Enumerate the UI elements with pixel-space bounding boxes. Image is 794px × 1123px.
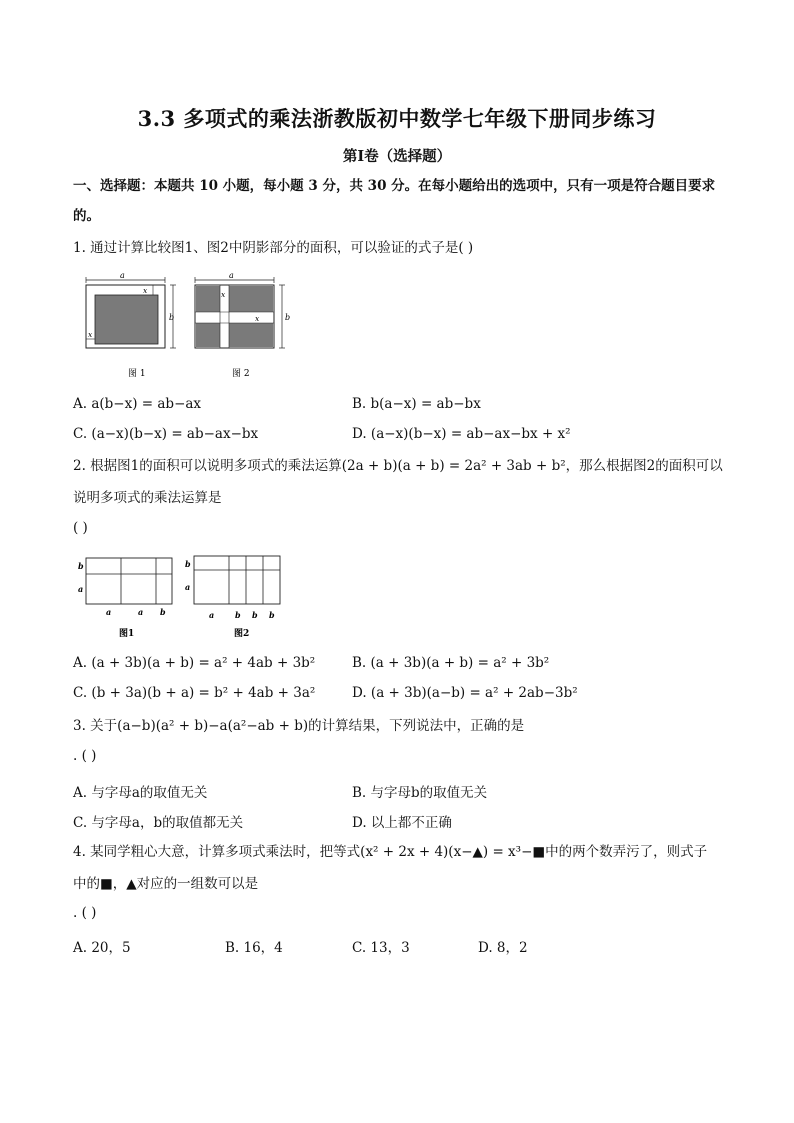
q2-stem-line-2: 说明多项式的乘法运算是 [73, 490, 222, 506]
q1-fig1-label-b: b [169, 313, 175, 322]
q2-option-c: C. (b + 3a)(b + a) = b² + 4ab + 3a² [73, 685, 316, 701]
q3-answer-paren: . ( ) [73, 748, 97, 764]
q1-option-d: D. (a−x)(b−x) = ab−ax−bx + x² [352, 426, 571, 442]
q1-fig1-label-a: a [120, 271, 125, 280]
q2-fig2-label-b-2: b [252, 610, 258, 620]
q2-fig2-label-b-3: b [269, 610, 275, 620]
q3-option-a: A. 与字母a的取值无关 [73, 785, 208, 801]
q1-fig2-caption: 图 2 [232, 369, 250, 379]
q4-answer-paren: . ( ) [73, 905, 97, 921]
q1-figure-1 [86, 271, 176, 379]
q2-fig1-caption: 图1 [119, 629, 135, 639]
q4-stem-line-1: 4. 某同学粗心大意，计算多项式乘法时，把等式(x² + 2x + 4)(x−▲) = x³−■中的两个数弄污了，则式子 [73, 844, 708, 860]
q1-figure-2 [195, 271, 290, 379]
q2-fig2-label-b-1: b [235, 610, 241, 620]
q2-stem-line-1: 2. 根据图1的面积可以说明多项式的乘法运算(2a + b)(a + b) = 2a² + 3ab + b²，那么根据图2的面积可以 [73, 458, 723, 474]
q1-stem: 1. 通过计算比较图1、图2中阴影部分的面积，可以验证的式子是( ) [73, 240, 474, 256]
q1-option-a: A. a(b−x) = ab−ax [73, 396, 202, 412]
q2-fig1-label-a-1: a [106, 607, 112, 617]
q2-figure-1 [78, 558, 172, 639]
q1-fig1-label-x-left: x [88, 330, 93, 339]
q1-fig2-label-b: b [285, 313, 291, 322]
q2-fig1-label-a-2: a [138, 607, 144, 617]
q2-fig1-label-b: b [78, 561, 84, 571]
q3-option-b: B. 与字母b的取值无关 [352, 785, 488, 801]
q2-option-d: D. (a + 3b)(a−b) = a² + 2ab−3b² [352, 685, 578, 701]
instructions-line-1: 一、选择题：本题共 10 小题，每小题 3 分，共 30 分。在每小题给出的选项中，只有一项是符合题目要求 [73, 178, 716, 194]
q2-fig2-caption: 图2 [234, 629, 250, 639]
q2-figure-2 [185, 556, 280, 639]
q3-option-c: C. 与字母a，b的取值都无关 [73, 815, 244, 831]
page-title: 3.3 多项式的乘法浙教版初中数学七年级下册同步练习 [137, 106, 657, 131]
q2-option-a: A. (a + 3b)(a + b) = a² + 4ab + 3b² [73, 655, 316, 671]
q3-stem: 3. 关于(a−b)(a² + b)−a(a²−ab + b)的计算结果，下列说法中，正确的是 [73, 718, 525, 734]
q4-option-a: A. 20，5 [73, 940, 131, 956]
instructions-line-2: 的。 [73, 208, 100, 224]
q2-figures [72, 552, 292, 642]
q4-option-d: D. 8，2 [478, 940, 528, 956]
q4-option-b: B. 16，4 [225, 940, 283, 956]
q4-option-c: C. 13，3 [352, 940, 410, 956]
q1-fig2-label-x-right: x [255, 314, 260, 323]
q2-option-b: B. (a + 3b)(a + b) = a² + 3b² [352, 655, 550, 671]
q2-fig2-label-b: b [185, 559, 191, 569]
q1-fig2-label-x-top: x [221, 290, 226, 299]
q1-option-c: C. (a−x)(b−x) = ab−ax−bx [73, 426, 259, 442]
q3-option-d: D. 以上都不正确 [352, 815, 452, 831]
q2-fig2-label-a-bottom: a [209, 610, 215, 620]
q1-fig1-label-x-top: x [143, 286, 148, 295]
q1-option-b: B. b(a−x) = ab−bx [352, 396, 481, 412]
q1-figures [80, 268, 300, 384]
q2-fig1-label-b-bottom: b [160, 607, 166, 617]
q2-answer-paren: ( ) [73, 520, 88, 536]
q1-fig2-label-a: a [229, 271, 234, 280]
q2-fig2-label-a: a [185, 582, 191, 592]
q4-stem-line-2: 中的■，▲对应的一组数可以是 [73, 876, 259, 892]
q1-fig1-caption: 图 1 [128, 369, 146, 379]
q2-fig1-label-a: a [78, 584, 84, 594]
section-heading: 第Ⅰ卷（选择题） [342, 148, 452, 165]
